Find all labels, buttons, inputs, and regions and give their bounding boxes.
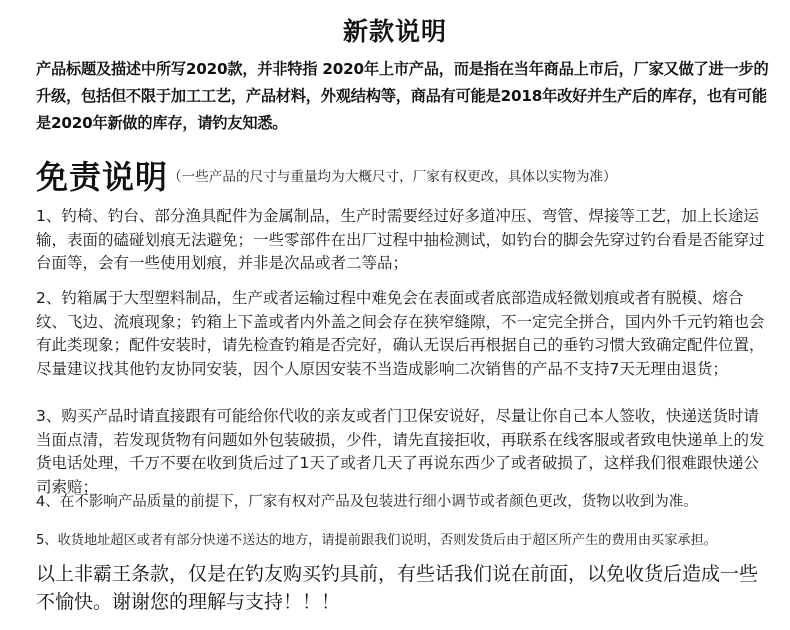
disclaimer-item-3: 3、购买产品时请直接跟有可能给你代收的亲友或者门卫保安说好，尽量让你自己本人签收，快递送货时请当面点清，若发现货物有问题如外包装破损，少件，请先直接拒收，再联系在线客服或者致电快递单上的发货电话处理，千万不要在收到货后过了1天了或者几天了再说东西少了或者破损了，这样我们很难跟快递公司索赔； <box>36 407 765 496</box>
disclaimer-heading: 免责说明 <box>36 158 169 196</box>
disclaimer-item-2: 2、钓箱属于大型塑料制品，生产或者运输过程中难免会在表面或者底部造成轻微划痕或者有脱模、熔合纹、飞边、流痕现象；钓箱上下盖或者内外盖之间会存在狭窄缝隙，不一定完全拼合，国内外千元钓箱也会有此类现象；配件安装时，请先检查钓箱是否完好，确认无误后再根据自己的垂钓习惯大致确定配件位置，尽量建议找其他钓友协同安装，因个人原因安装不当造成影响二次销售的产品不支持7天无理由退货； <box>36 289 765 378</box>
disclaimer-item-5: 5、收货地址超区或者有部分快递不送达的地方，请提前跟我们说明，否则发货后由于超区所产生的费用由买家承担。 <box>36 533 717 548</box>
closing-statement: 以上非霸王条款，仅是在钓友购买钓具前，有些话我们说在前面，以免收货后造成一些不愉快。谢谢您的理解与支持！！！ <box>36 563 759 613</box>
disclaimer-item-4: 4、在不影响产品质量的前提下，厂家有权对产品及包装进行细小调节或者颜色更改，货物以收到为准。 <box>36 494 698 510</box>
page-title: 新款说明 <box>342 17 447 46</box>
disclaimer-item-1: 1、钓椅、钓台、部分渔具配件为金属制品，生产时需要经过好多道冲压、弯管、焊接等工艺，加上长途运输，表面的磕碰划痕无法避免；一些零部件在出厂过程中抽检测试，如钓台的脚会先穿过钓台看是否能穿过台面等，会有一些使用划痕，并非是次品或者二等品； <box>36 207 765 272</box>
disclaimer-heading-row <box>36 152 786 198</box>
new-model-explanation: 产品标题及描述中所写2020款，并非特指 2020年上市产品，而是指在当年商品上市后，厂家又做了进一步的升级，包括但不限于加工工艺，产品材料，外观结构等，商品有可能是2018年改好并生产后的库存，也有可能是2020年新做的库存，请钓友知悉。 <box>36 60 769 132</box>
disclaimer-subheading: （一些产品的尺寸与重量均为大概尺寸，厂家有权更改，具体以实物为准） <box>168 169 617 185</box>
